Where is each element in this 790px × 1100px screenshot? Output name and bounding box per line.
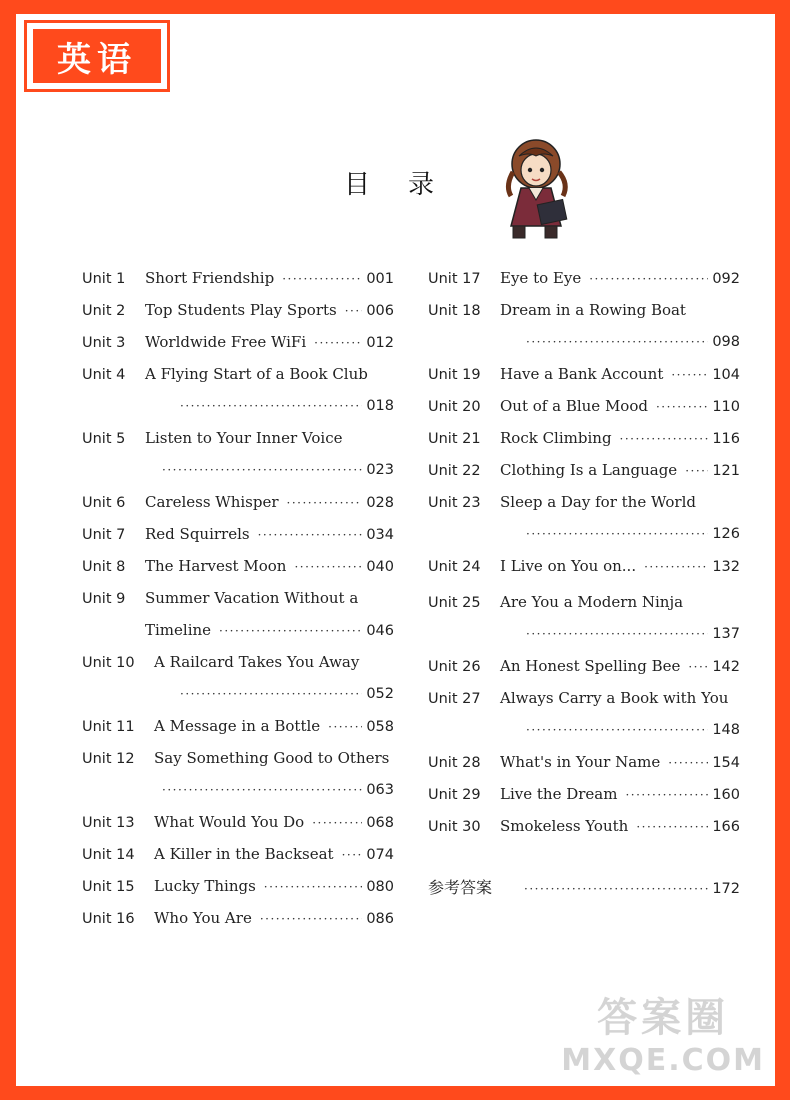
toc-entry-answers[interactable] (428, 872, 740, 904)
unit-number: Unit 28 (428, 755, 481, 771)
leader-dots (287, 487, 363, 519)
page-number: 023 (366, 462, 394, 478)
page-number: 012 (366, 335, 394, 351)
toc-entry[interactable] (428, 778, 740, 810)
unit-number: Unit 1 (82, 271, 126, 287)
toc-entry-continuation[interactable] (82, 678, 394, 710)
leader-dots (219, 615, 362, 647)
leader-dots (180, 390, 362, 422)
unit-title: Dream in a Rowing Boat (500, 301, 686, 319)
page-number: 126 (712, 526, 740, 542)
page-number: 137 (712, 626, 740, 642)
page-number: 018 (366, 398, 394, 414)
subject-badge-label: 英语 (33, 29, 161, 83)
unit-number: Unit 16 (82, 911, 135, 927)
toc-entry[interactable] (82, 838, 394, 870)
leader-dots (162, 774, 362, 806)
unit-title: Top Students Play Sports (145, 301, 337, 319)
leader-dots (636, 811, 708, 843)
unit-title: An Honest Spelling Bee (500, 657, 681, 675)
toc-entry-continuation[interactable] (82, 774, 394, 806)
toc-page (16, 14, 775, 1086)
unit-title: Careless Whisper (145, 493, 279, 511)
leader-dots (656, 391, 708, 423)
page-number: 040 (366, 559, 394, 575)
unit-number: Unit 29 (428, 787, 481, 803)
unit-number: Unit 19 (428, 367, 481, 383)
toc-entry[interactable] (82, 262, 394, 294)
toc-entry[interactable] (428, 390, 740, 422)
page-number: 028 (366, 495, 394, 511)
leader-dots (620, 423, 709, 455)
toc-entry-continuation[interactable] (82, 454, 394, 486)
unit-title-continued: Timeline (145, 621, 212, 639)
subject-badge (24, 20, 170, 92)
unit-title: Live the Dream (500, 785, 618, 803)
leader-dots (328, 711, 362, 743)
toc-entry-continuation[interactable] (82, 390, 394, 422)
unit-number: Unit 18 (428, 303, 481, 319)
toc-entry[interactable] (82, 422, 394, 454)
unit-number: Unit 10 (82, 655, 135, 671)
unit-title: What's in Your Name (500, 753, 661, 771)
watermark-logo (561, 986, 765, 1078)
toc-entry[interactable] (82, 358, 394, 390)
unit-title: Sleep a Day for the World (500, 493, 696, 511)
unit-title: Say Something Good to Others (154, 749, 390, 767)
toc-entry-continuation[interactable] (82, 614, 394, 646)
toc-left-column (82, 262, 394, 934)
toc-entry[interactable] (82, 486, 394, 518)
watermark-text: 答案圈 (597, 995, 730, 1041)
page-number: 121 (712, 463, 740, 479)
page-number: 142 (712, 659, 740, 675)
unit-title: Short Friendship (145, 269, 275, 287)
unit-number: Unit 9 (82, 591, 126, 607)
toc-right-column (428, 262, 740, 904)
unit-title: The Harvest Moon (145, 557, 287, 575)
page-number: 166 (712, 819, 740, 835)
unit-title: I Live on You on... (500, 557, 637, 575)
page-number: 058 (366, 719, 394, 735)
unit-title: Summer Vacation Without a (145, 589, 359, 607)
answers-title: 参考答案 (428, 878, 493, 897)
toc-entry[interactable] (82, 550, 394, 582)
unit-number: Unit 14 (82, 847, 135, 863)
unit-title: Out of a Blue Mood (500, 397, 648, 415)
page-number: 034 (366, 527, 394, 543)
toc-entry[interactable] (428, 262, 740, 294)
unit-number: Unit 2 (82, 303, 126, 319)
unit-title: Who You Are (154, 909, 252, 927)
unit-number: Unit 6 (82, 495, 126, 511)
unit-title: A Message in a Bottle (154, 717, 321, 735)
page-number: 006 (366, 303, 394, 319)
unit-number: Unit 30 (428, 819, 481, 835)
toc-entry[interactable] (428, 422, 740, 454)
toc-entry[interactable] (428, 682, 740, 714)
leader-dots (526, 618, 708, 650)
unit-title: Eye to Eye (500, 269, 582, 287)
leader-dots (264, 871, 363, 903)
toc-entry-continuation[interactable] (428, 618, 740, 650)
unit-title: Listen to Your Inner Voice (145, 429, 343, 447)
girl-illustration (491, 134, 581, 244)
unit-number: Unit 13 (82, 815, 135, 831)
toc-entry-continuation[interactable] (428, 518, 740, 550)
leader-dots (260, 903, 362, 935)
toc-entry[interactable] (428, 358, 740, 390)
unit-number: Unit 15 (82, 879, 135, 895)
page-number: 132 (712, 559, 740, 575)
toc-entry[interactable] (82, 294, 394, 326)
page-number: 148 (712, 722, 740, 738)
leader-dots (526, 714, 708, 746)
unit-title: Smokeless Youth (500, 817, 629, 835)
leader-dots (345, 295, 363, 327)
unit-title: A Killer in the Backseat (154, 845, 334, 863)
leader-dots (312, 807, 362, 839)
watermark-url: MXQE.COM (561, 1043, 765, 1078)
page-number: 052 (366, 686, 394, 702)
unit-number: Unit 5 (82, 431, 126, 447)
unit-number: Unit 26 (428, 659, 481, 675)
page-number: 074 (366, 847, 394, 863)
leader-dots (342, 839, 363, 871)
unit-title: Rock Climbing (500, 429, 612, 447)
unit-number: Unit 11 (82, 719, 135, 735)
leader-dots (162, 454, 362, 486)
toc-entry[interactable] (428, 746, 740, 778)
page-number: 063 (366, 782, 394, 798)
leader-dots (526, 518, 708, 550)
page-number: 160 (712, 787, 740, 803)
unit-title: Red Squirrels (145, 525, 250, 543)
page-number: 046 (366, 623, 394, 639)
toc-entry[interactable] (82, 326, 394, 358)
toc-entry[interactable] (428, 294, 740, 326)
toc-entry[interactable] (428, 650, 740, 682)
leader-dots (526, 326, 708, 358)
unit-title: Lucky Things (154, 877, 256, 895)
unit-number: Unit 24 (428, 559, 481, 575)
unit-number: Unit 27 (428, 691, 481, 707)
toc-entry[interactable] (82, 742, 394, 774)
unit-title: Have a Bank Account (500, 365, 664, 383)
leader-dots (524, 873, 708, 905)
toc-entry[interactable] (82, 710, 394, 742)
toc-entry-continuation[interactable] (428, 326, 740, 358)
toc-entry[interactable] (428, 550, 740, 582)
leader-dots (294, 551, 362, 583)
toc-entry[interactable] (82, 870, 394, 902)
leader-dots (589, 263, 708, 295)
leader-dots (282, 263, 362, 295)
toc-entry[interactable] (82, 646, 394, 678)
unit-number: Unit 21 (428, 431, 481, 447)
leader-dots (688, 651, 708, 683)
page-number: 001 (366, 271, 394, 287)
unit-number: Unit 12 (82, 751, 135, 767)
page-number: 092 (712, 271, 740, 287)
leader-dots (668, 747, 708, 779)
toc-entry[interactable] (82, 582, 394, 614)
unit-number: Unit 8 (82, 559, 126, 575)
page-number: 172 (712, 881, 740, 897)
page-number: 086 (366, 911, 394, 927)
unit-number: Unit 4 (82, 367, 126, 383)
toc-entry[interactable] (428, 810, 740, 842)
page-number: 104 (712, 367, 740, 383)
unit-title: Clothing Is a Language (500, 461, 678, 479)
leader-dots (671, 359, 708, 391)
unit-title: A Flying Start of a Book Club (145, 365, 368, 383)
page-number: 098 (712, 334, 740, 350)
leader-dots (258, 519, 363, 551)
page-number: 116 (712, 431, 740, 447)
unit-title: Are You a Modern Ninja (500, 593, 684, 611)
unit-number: Unit 7 (82, 527, 126, 543)
unit-number: Unit 20 (428, 399, 481, 415)
toc-entry[interactable] (428, 586, 740, 618)
leader-dots (644, 551, 708, 583)
unit-number: Unit 17 (428, 271, 481, 287)
unit-number: Unit 25 (428, 595, 481, 611)
toc-entry[interactable] (82, 806, 394, 838)
leader-dots (314, 327, 362, 359)
toc-entry[interactable] (82, 902, 394, 934)
toc-entry[interactable] (82, 518, 394, 550)
unit-number: Unit 22 (428, 463, 481, 479)
toc-entry[interactable] (428, 486, 740, 518)
toc-entry[interactable] (428, 454, 740, 486)
unit-title: Worldwide Free WiFi (145, 333, 307, 351)
unit-title: Always Carry a Book with You (500, 689, 729, 707)
page-number: 110 (712, 399, 740, 415)
unit-number: Unit 3 (82, 335, 126, 351)
unit-number: Unit 23 (428, 495, 481, 511)
page-number: 068 (366, 815, 394, 831)
unit-title: A Railcard Takes You Away (154, 653, 360, 671)
toc-entry-continuation[interactable] (428, 714, 740, 746)
page-number: 080 (366, 879, 394, 895)
unit-title: What Would You Do (154, 813, 305, 831)
toc-title: 目录 (344, 170, 473, 200)
leader-dots (180, 678, 362, 710)
leader-dots (685, 455, 708, 487)
leader-dots (625, 779, 708, 811)
page-number: 154 (712, 755, 740, 771)
